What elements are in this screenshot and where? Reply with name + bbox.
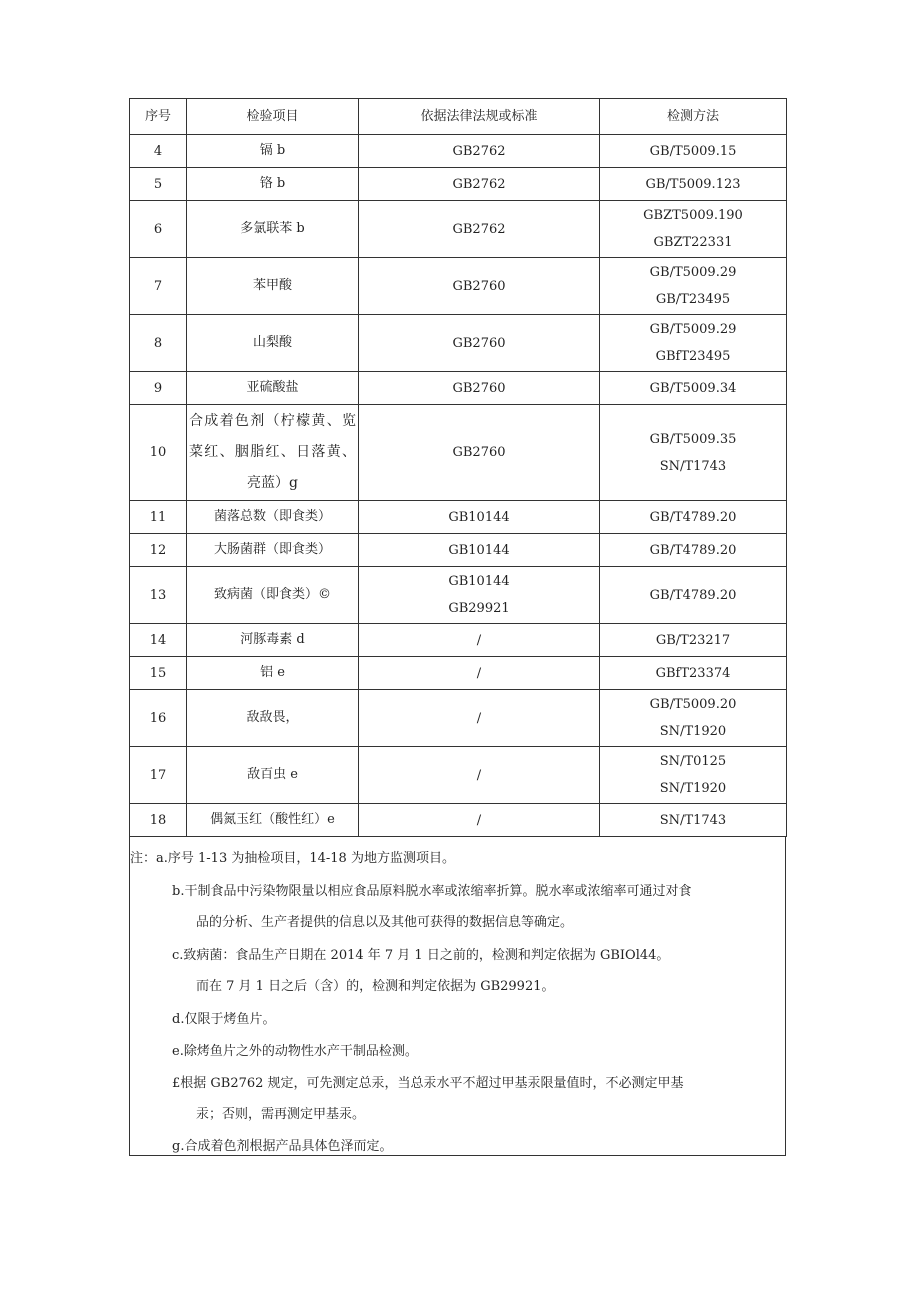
basis-line: / <box>476 710 482 726</box>
method-line: GB/T5009.20 <box>649 697 737 712</box>
note-f-line2: 汞；否则，需再测定甲基汞。 <box>196 1107 366 1122</box>
basis-line: GB2760 <box>452 335 506 351</box>
note-a: 注：a.序号 1-13 为抽检项目，14-18 为地方监测项目。 <box>130 851 455 866</box>
table-row <box>130 657 787 690</box>
row-basis <box>359 804 600 837</box>
row-method <box>600 201 787 258</box>
table-row <box>130 315 787 372</box>
row-method <box>600 534 787 567</box>
note-b-line1: b.干制食品中污染物限量以相应食品原料脱水率或浓缩率折算。脱水率或浓缩率可通过对食 <box>172 884 692 899</box>
row-method <box>600 804 787 837</box>
table-row <box>130 405 787 501</box>
row-basis <box>359 372 600 405</box>
row-method <box>600 135 787 168</box>
row-method <box>600 258 787 315</box>
note-g: g.合成着色剂根据产品具体色泽而定。 <box>172 1139 393 1154</box>
row-item: 致病菌（即食类）© <box>187 567 359 624</box>
row-method <box>600 315 787 372</box>
basis-line: GB2760 <box>452 445 506 460</box>
note-e: e.除烤鱼片之外的动物性水产干制品检测。 <box>172 1044 418 1059</box>
basis-line: / <box>476 812 482 828</box>
basis-line: GB2762 <box>452 221 506 237</box>
note-b-line2: 品的分析、生产者提供的信息以及其他可获得的数据信息等确定。 <box>196 915 574 930</box>
row-method <box>600 690 787 747</box>
table-row <box>130 534 787 567</box>
method-line: GB/T5009.34 <box>649 380 737 396</box>
row-basis <box>359 567 600 624</box>
basis-line: / <box>476 632 482 648</box>
row-basis <box>359 501 600 534</box>
row-basis <box>359 405 600 501</box>
row-seq: 18 <box>130 804 187 837</box>
method-line: GB/T5009.29 <box>649 265 737 280</box>
basis-line: GB2762 <box>452 143 506 159</box>
row-seq: 5 <box>130 168 187 201</box>
method-line: SN/T1743 <box>659 812 727 828</box>
row-item: 合成着色剂（柠檬黄、览菜红、胭脂红、日落黄、亮蓝）g <box>187 405 359 501</box>
method-line: SN/T0125 <box>659 754 727 769</box>
row-seq: 4 <box>130 135 187 168</box>
row-item: 铝 e <box>187 657 359 690</box>
basis-line: / <box>476 767 482 783</box>
row-item: 敌敌畏， <box>187 690 359 747</box>
row-method <box>600 747 787 804</box>
row-basis <box>359 135 600 168</box>
table-header-row <box>130 99 787 135</box>
table-row <box>130 690 787 747</box>
basis-line: GB29921 <box>448 601 510 616</box>
note-c-line1: c.致病菌：食品生产日期在 2014 年 7 月 1 日之前的，检测和判定依据为 GBIOl44。 <box>172 948 670 963</box>
row-item: 敌百虫 e <box>187 747 359 804</box>
basis-line: GB10144 <box>448 542 510 558</box>
row-basis <box>359 534 600 567</box>
inspection-document <box>129 98 786 1156</box>
header-method: 检测方法 <box>600 99 787 135</box>
row-item: 偶氮玉红（酸性红）e <box>187 804 359 837</box>
table-row <box>130 804 787 837</box>
row-method <box>600 657 787 690</box>
row-basis <box>359 168 600 201</box>
method-line: GBfT23374 <box>655 665 731 681</box>
table-row <box>130 372 787 405</box>
table-row <box>130 258 787 315</box>
row-method <box>600 405 787 501</box>
row-method <box>600 501 787 534</box>
basis-line: GB10144 <box>448 574 510 589</box>
table-row <box>130 135 787 168</box>
basis-line: GB10144 <box>448 509 510 525</box>
row-item: 菌落总数（即食类） <box>187 501 359 534</box>
row-basis <box>359 690 600 747</box>
row-basis <box>359 657 600 690</box>
method-line: GB/T5009.15 <box>649 143 737 159</box>
table-row <box>130 168 787 201</box>
method-line: SN/T1920 <box>659 724 727 739</box>
row-seq: 10 <box>130 405 187 501</box>
method-line: GB/T23217 <box>655 632 731 648</box>
method-line: GB/T4789.20 <box>649 509 737 525</box>
method-line: GB/T4789.20 <box>649 542 737 558</box>
method-line: GB/T4789.20 <box>649 587 737 603</box>
method-line: SN/T1920 <box>659 781 727 796</box>
row-item: 大肠菌群（即食类） <box>187 534 359 567</box>
method-line: GBZT5009.190 <box>643 208 743 223</box>
note-f-line1: £根据 GB2762 规定，可先测定总汞，当总汞水平不超过甲基汞限量值时，不必测定甲基 <box>172 1076 684 1091</box>
table-row <box>130 501 787 534</box>
basis-line: / <box>476 665 482 681</box>
row-item: 亚硫酸盐 <box>187 372 359 405</box>
row-seq: 11 <box>130 501 187 534</box>
row-item: 多氯联苯 b <box>187 201 359 258</box>
note-d: d.仅限于烤鱼片。 <box>172 1012 276 1027</box>
row-basis <box>359 624 600 657</box>
method-line: GB/T5009.123 <box>645 176 741 192</box>
row-basis <box>359 747 600 804</box>
row-seq: 13 <box>130 567 187 624</box>
row-basis <box>359 201 600 258</box>
method-line: GBZT22331 <box>653 235 733 250</box>
row-item: 山梨酸 <box>187 315 359 372</box>
row-seq: 17 <box>130 747 187 804</box>
row-method <box>600 567 787 624</box>
row-item: 河豚毒素 d <box>187 624 359 657</box>
row-method <box>600 168 787 201</box>
row-item: 镉 b <box>187 135 359 168</box>
header-basis: 依据法律法规或标准 <box>359 99 600 135</box>
basis-line: GB2762 <box>452 176 506 192</box>
row-basis <box>359 258 600 315</box>
table-row <box>130 567 787 624</box>
row-method <box>600 624 787 657</box>
row-seq: 14 <box>130 624 187 657</box>
table-row <box>130 624 787 657</box>
notes-section <box>129 837 786 1156</box>
row-item: 铬 b <box>187 168 359 201</box>
method-line: GBfT23495 <box>655 349 731 364</box>
table-row <box>130 201 787 258</box>
row-basis <box>359 315 600 372</box>
row-seq: 7 <box>130 258 187 315</box>
row-seq: 8 <box>130 315 187 372</box>
basis-line: GB2760 <box>452 278 506 294</box>
note-c-line2: 而在 7 月 1 日之后（含）的，检测和判定依据为 GB29921。 <box>196 979 555 994</box>
method-line: SN/T1743 <box>659 458 727 474</box>
table-row <box>130 747 787 804</box>
row-method <box>600 372 787 405</box>
row-seq: 16 <box>130 690 187 747</box>
inspection-table <box>129 98 787 837</box>
header-item: 检验项目 <box>187 99 359 135</box>
method-line: GB/T23495 <box>655 292 731 307</box>
method-line: GB/T5009.29 <box>649 322 737 337</box>
row-seq: 6 <box>130 201 187 258</box>
row-item: 苯甲酸 <box>187 258 359 315</box>
basis-line: GB2760 <box>452 380 506 396</box>
row-seq: 12 <box>130 534 187 567</box>
row-seq: 9 <box>130 372 187 405</box>
header-seq: 序号 <box>130 99 187 135</box>
row-seq: 15 <box>130 657 187 690</box>
method-line: GB/T5009.35 <box>649 431 737 447</box>
